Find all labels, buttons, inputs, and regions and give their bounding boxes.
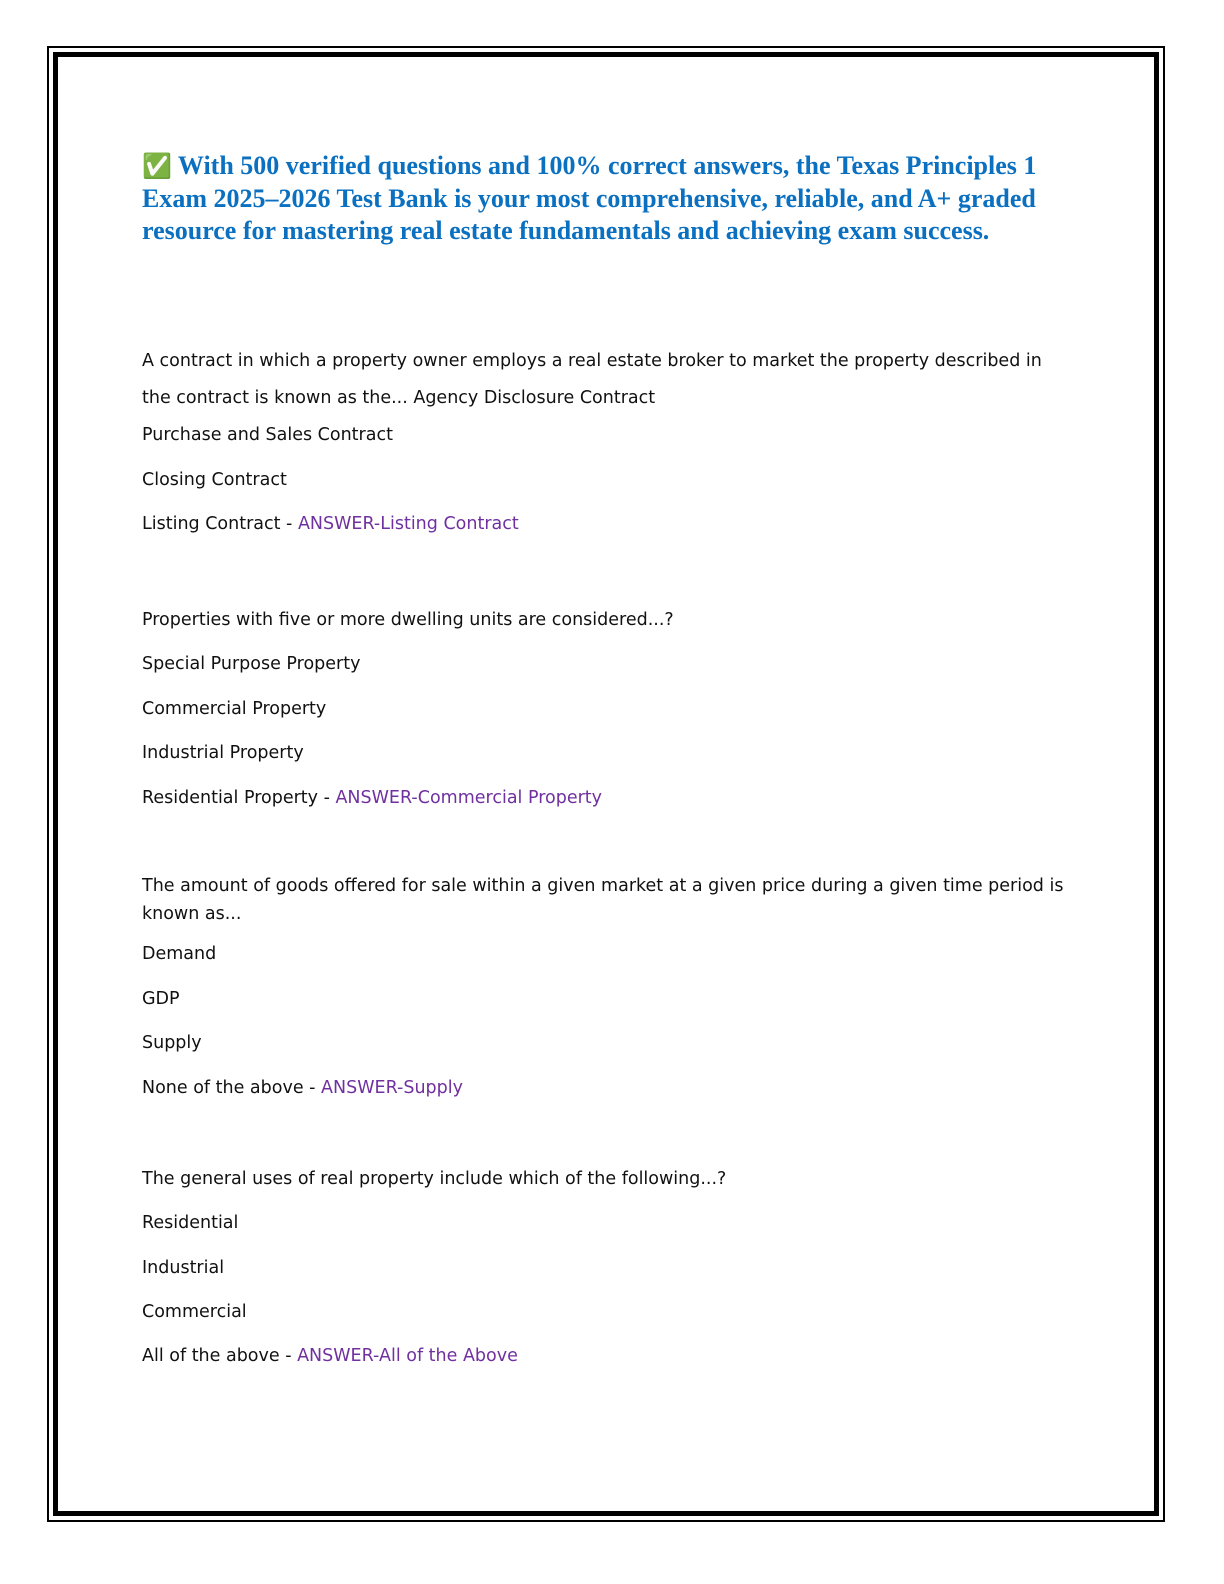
question-block-1 — [142, 343, 1042, 535]
headline-text: With 500 verified questions and 100% correct answers, the Texas Principles 1 Exam 2025–2026 Test Bank is your most comprehensive, reliable, and A+ graded resource for mastering real estate fundamentals and achieving exam success. — [142, 151, 1037, 245]
answer-option: Special Purpose Property — [142, 654, 361, 674]
answer-option-last: All of the above - ANSWER-All of the Above — [142, 1346, 518, 1366]
correct-answer: ANSWER-All of the Above — [297, 1346, 518, 1366]
question-prompt: The general uses of real property include which of the following...? — [142, 1169, 727, 1189]
answer-option: Residential — [142, 1213, 239, 1233]
question-prompt: A contract in which a property owner employs a real estate broker to market the property described in the contract is known as the... Agency Disclosure Contract — [142, 351, 1042, 408]
question-block-3 — [142, 872, 1063, 1099]
answer-option: Industrial Property — [142, 743, 304, 763]
correct-answer: ANSWER-Listing Contract — [297, 514, 519, 534]
check-mark-icon: ✅ — [142, 152, 172, 180]
answer-option: Supply — [142, 1033, 202, 1053]
answer-option: Commercial — [142, 1302, 247, 1322]
headline — [142, 150, 1077, 248]
question-prompt: The amount of goods offered for sale within a given market at a given price during a given time period is known as... — [142, 876, 1064, 924]
answer-option: Demand — [142, 944, 217, 964]
question-block-4 — [142, 1168, 726, 1367]
answer-option-last: None of the above - ANSWER-Supply — [142, 1078, 463, 1098]
answer-option-last: Listing Contract - ANSWER-Listing Contract — [142, 514, 519, 534]
answer-option: Purchase and Sales Contract — [142, 425, 393, 445]
answer-option: Closing Contract — [142, 470, 287, 490]
question-prompt: Properties with five or more dwelling units are considered...? — [142, 610, 674, 630]
answer-option: Commercial Property — [142, 699, 327, 719]
question-block-2 — [142, 609, 674, 809]
correct-answer: ANSWER-Supply — [321, 1078, 463, 1098]
document-content — [142, 150, 1077, 1366]
answer-option: GDP — [142, 989, 180, 1009]
correct-answer: ANSWER-Commercial Property — [335, 788, 603, 808]
answer-option-last: Residential Property - ANSWER-Commercial Property — [142, 788, 603, 808]
answer-option: Industrial — [142, 1258, 225, 1278]
